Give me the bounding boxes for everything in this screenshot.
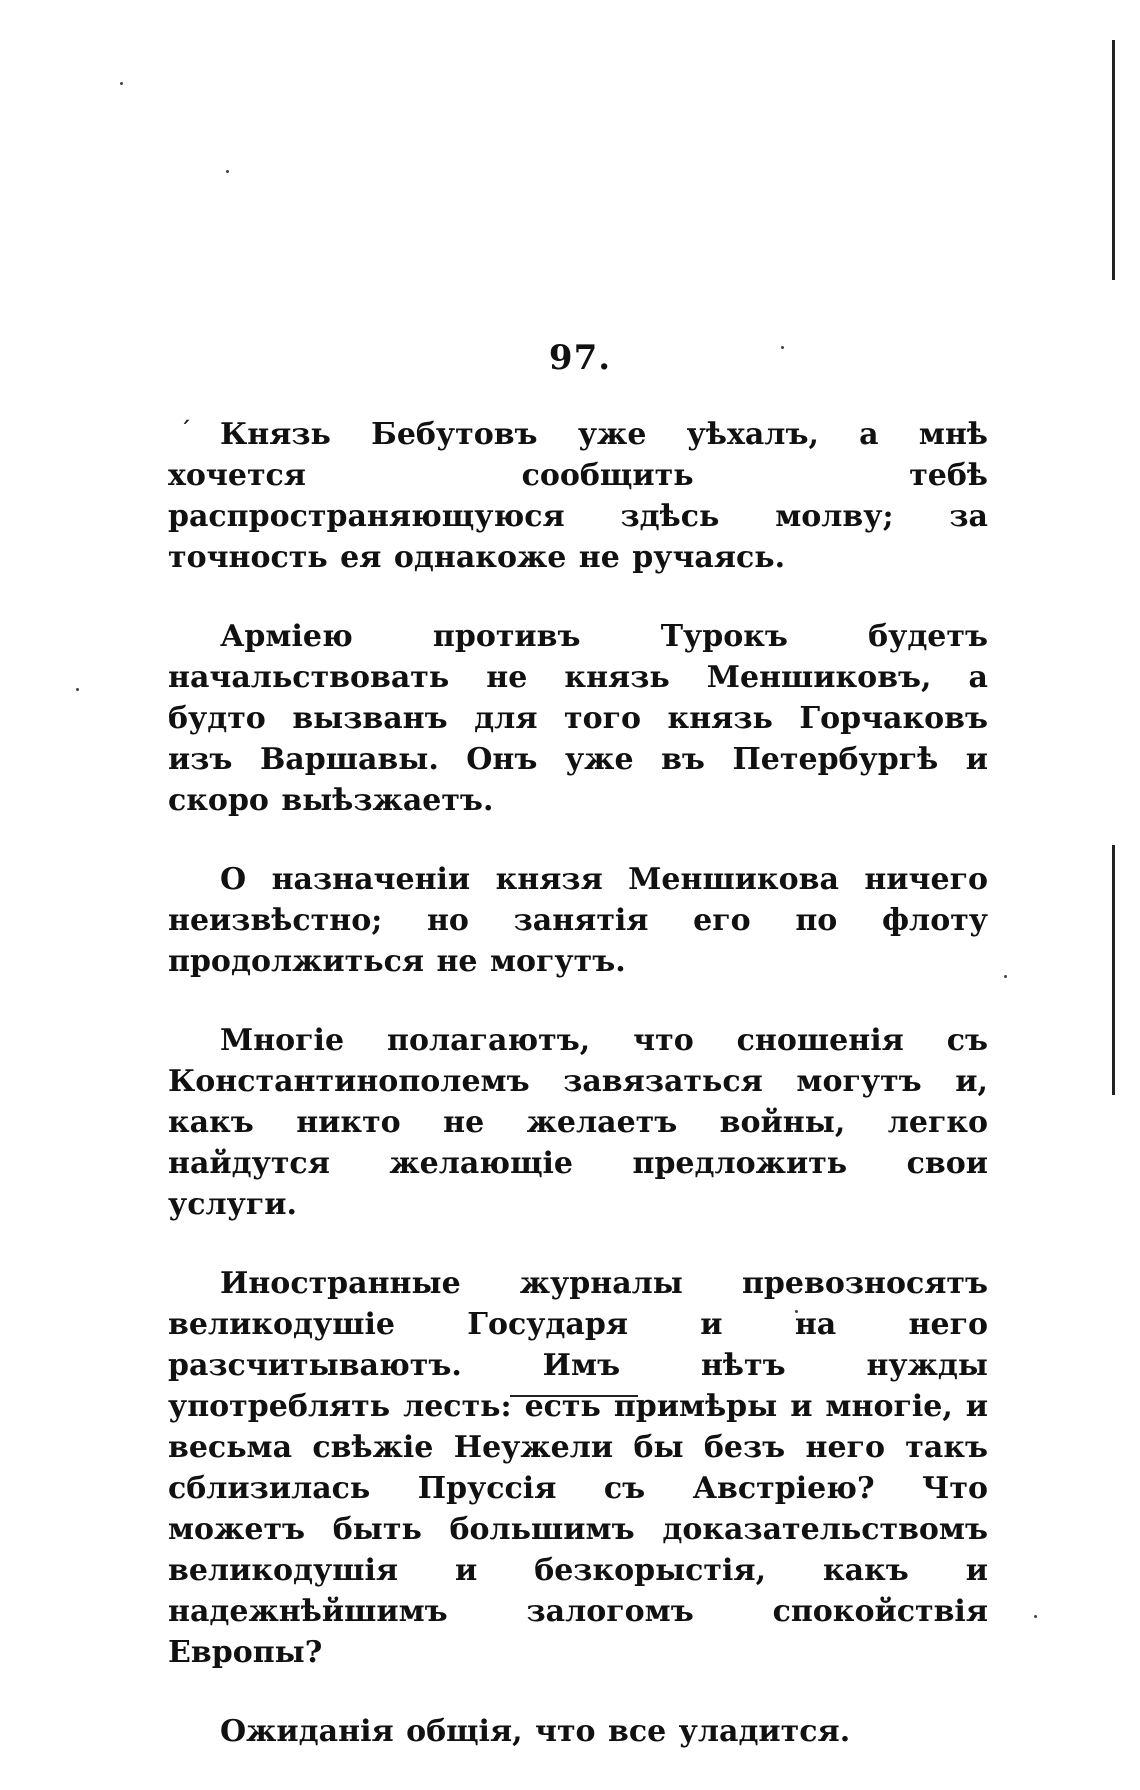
- speck: [76, 688, 79, 691]
- page-text: [168, 414, 988, 1790]
- paragraph-2: Арміею противъ Турокъ будетъ начальствовать не князь Меншиковъ, а будто вызванъ для того князь Горчаковъ изъ Варшавы. Онъ уже въ Петербургѣ и скоро выѣзжаетъ.: [168, 619, 988, 818]
- speck: [120, 82, 123, 85]
- paragraph-6: Ожиданія общія, что все уладится.: [220, 1714, 851, 1749]
- speck: [226, 170, 229, 173]
- paragraph-1: Князь Бебутовъ уже уѣхалъ, а мнѣ хочется сообщить тебѣ распространяющуюся здѣсь молву; за точность ея однакоже не ручаясь.: [168, 417, 988, 575]
- closing-rule: [510, 1395, 638, 1397]
- margin-mark: ´: [180, 418, 191, 444]
- paragraph-5: Иностранные журналы превозносятъ великодушіе Государя и на него разсчитываютъ. Имъ нѣтъ нужды употреблять лесть: есть примѣры и многіе, и весьма свѣжіе Неужели бы безъ него такъ сблизилась Пруссія съ Австріею? Что можетъ быть большимъ доказательствомъ великодушія и безкорыстія, какъ и надежнѣйшимъ залогомъ спокойствія Европы?: [168, 1266, 988, 1670]
- paragraph-3: О назначеніи князя Меншикова ничего неизвѣстно; но занятія его по флоту продолжиться не могутъ.: [168, 862, 988, 979]
- speck: [1034, 1615, 1037, 1618]
- page-edge-line-top: [1112, 40, 1115, 280]
- page-edge-line-middle: [1112, 845, 1115, 1095]
- paragraph-4: Многіе полагаютъ, что сношенія съ Константинополемъ завязаться могутъ и, какъ никто не желаетъ войны, легко найдутся желающіе предложить свои услуги.: [168, 1023, 988, 1222]
- speck: [1004, 975, 1007, 978]
- page-number: 97.: [548, 338, 612, 378]
